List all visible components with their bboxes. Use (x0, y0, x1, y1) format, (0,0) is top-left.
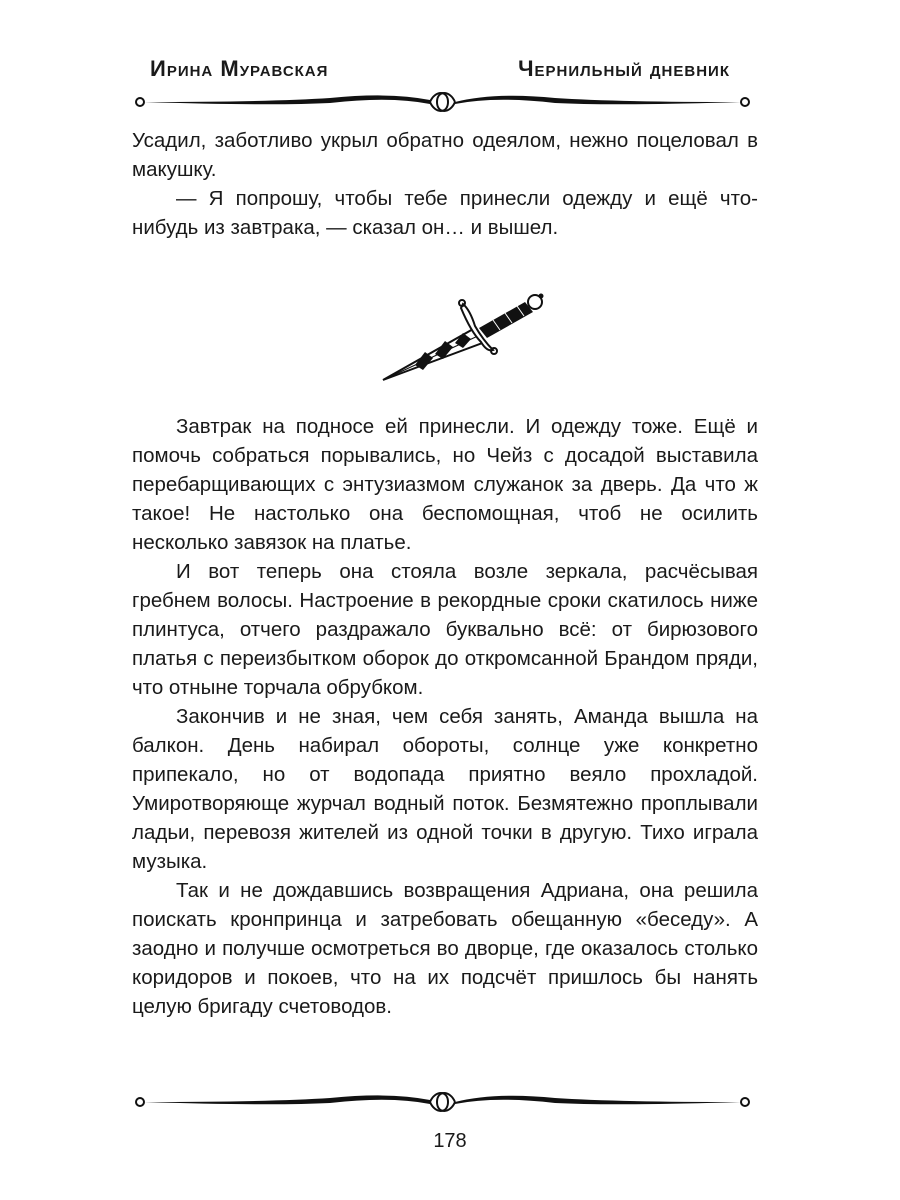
intro-text (132, 126, 758, 242)
header-title: Чернильный дневник (518, 56, 730, 81)
dagger-icon (375, 290, 555, 385)
paragraph: И вот теперь она стояла возле зеркала, расчёсывая гребнем волосы. Настроение в рекордные сроки скатилось ниже плинтуса, отчего раздражало буквально всё: от бирюзового платья с переизбытком оборок до откромсанной Брандом пряди, что отныне торчала обрубком. (132, 560, 758, 699)
paragraph: Так и не дождавшись возвращения Адриана, она решила поискать кронпринца и затребовать обещанную «беседу». А заодно и получше осмотреться во дворце, где оказалось столько коридоров и покоев, что на их подсчёт пришлось бы нанять целую бригаду счетоводов. (132, 879, 758, 1018)
footer-ornament-divider (130, 1082, 755, 1122)
page-number: 178 (433, 1130, 467, 1152)
header-ornament-divider (130, 82, 755, 122)
dialogue-paragraph: — Я попрошу, чтобы тебе принесли одежду и ещё что-нибудь из завтрака, — сказал он… и вышел. (132, 187, 758, 239)
body-text (132, 412, 758, 1021)
paragraph: Закончив и не зная, чем себя занять, Аманда вышла на балкон. День набирал обороты, солнце уже конкретно припекало, но от водопада приятно веяло прохладой. Умиротворяюще журчал водный поток. Безмятежно проплывали ладьи, перевозя жителей из одной точки в другую. Тихо играла музыка. (132, 705, 758, 873)
paragraph: Завтрак на подносе ей принесли. И одежду тоже. Ещё и помочь собраться порывались, но Чейз с досадой выставила перебарщивающих с энтузиазмом служанок за дверь. Да что ж такое! Не настолько она беспомощная, чтоб не осилить несколько завязок на платье. (132, 415, 758, 554)
running-header (150, 56, 730, 82)
paragraph: Усадил, заботливо укрыл обратно одеялом, нежно поцеловал в макушку. (132, 129, 758, 181)
header-author: Ирина Муравская (150, 56, 329, 81)
